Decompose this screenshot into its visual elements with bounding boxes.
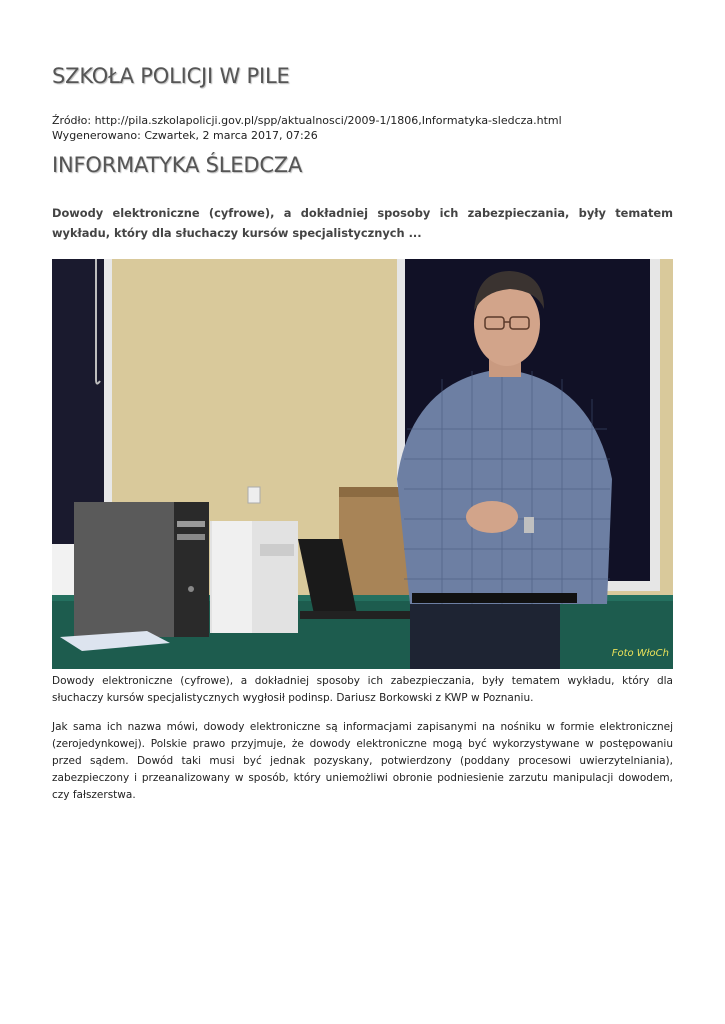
article-body: Jak sama ich nazwa mówi, dowody elektroniczne są informacjami zapisanymi na nośniku w formie elektronicznej (zerojedynkowej). Polskie prawo przyjmuje, że dowody elektroniczne mogą być wykorzystywane w postępowaniu przed sądem. Dowód taki musi być jednak pozyskany, potwierdzony (poddany procesowi uwierzytelniania), zabezpieczony i przeanalizowany w sposób, który uniemożliwi obronie podniesienie zarzutu manipulacji dowodem, czy fałszerstwa. bbox=[52, 721, 673, 801]
lecture-photo-illustration bbox=[52, 259, 673, 669]
article-lead: Dowody elektroniczne (cyfrowe), a dokładniej sposoby ich zabezpieczania, były tematem wykładu, który dla słuchaczy kursów specjalistycznych ... bbox=[52, 206, 673, 240]
site-title: SZKOŁA POLICJI W PILE bbox=[52, 64, 290, 88]
article-title: INFORMATYKA ŚLEDCZA bbox=[52, 153, 303, 177]
photo-credit: Foto WłoCh bbox=[611, 648, 669, 659]
document-meta bbox=[52, 113, 562, 143]
generated-date: Wygenerowano: Czwartek, 2 marca 2017, 07:26 bbox=[52, 129, 318, 142]
article-photo bbox=[52, 259, 673, 669]
photo-caption: Dowody elektroniczne (cyfrowe), a dokładniej sposoby ich zabezpieczania, były tematem wykładu, który dla słuchaczy kursów specjalistycznych wygłosił podinsp. Dariusz Borkowski z KWP w Poznaniu. bbox=[52, 675, 673, 704]
source-url: Źródło: http://pila.szkolapolicji.gov.pl/spp/aktualnosci/2009-1/1806,Informatyka-sledcza.html bbox=[52, 114, 562, 127]
